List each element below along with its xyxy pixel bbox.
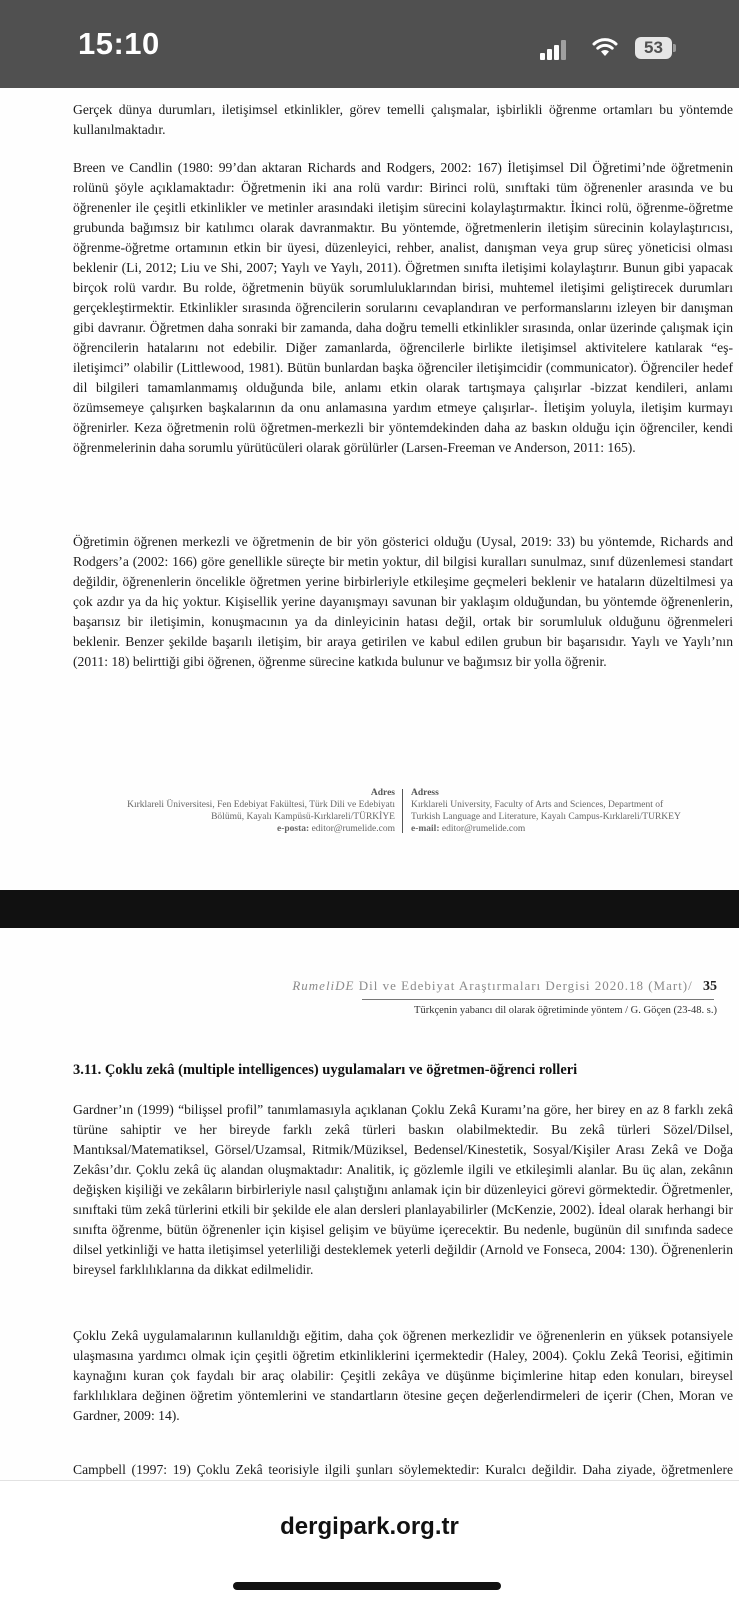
address-english (411, 787, 681, 835)
address-line: Kırklareli University, Faculty of Arts and Sciences, Department of (411, 800, 664, 810)
journal-title: Dil ve Edebiyat Araştırmaları Dergisi 2020.18 (Mart)/ (358, 978, 693, 993)
email-label: e-mail: (411, 824, 440, 834)
paragraph: Çoklu Zekâ uygulamalarının kullanıldığı eğitim, daha çok öğrenen merkezlidir ve öğrenenlerin en yüksek potansiyele ulaşmasına yardımcı olmak için çeşitli öğretim etkinliklerini içermektedir (Haley, 2004). Çoklu Zekâ Teorisi, eğitimin kaynağını kuran çok faydalı bir araç olabilir: Çeşitli zekâya ve düşünme biçimlerine hitap eden konuları, bireysel farklılıklara değinen öğretim yöntemlerini ve standartların ötesine geçen değerlendirmeleri de içerir (Chen, Moran ve Gardner, 2009: 14). (73, 1328, 733, 1423)
email-value[interactable]: editor@rumelide.com (311, 824, 395, 834)
wifi-icon (592, 36, 618, 58)
paragraph: Öğretimin öğrenen merkezli ve öğretmenin de bir yön gösterici olduğu (Uysal, 2019: 33) bu yöntemde, Richards and Rodgers’a (2002: 166) göre genellikle süreçte bir metin yoktur, dil bilgisi kuralları sunulmaz, sınıf düzenlemesi standart değildir, öğrenenlerin öncelikle öğretmen yerine birbirleriyle etkileşime geçmeleri beklenir ve hataların düzeltilmesi ya çok azdır ya da hiç yoktur. Kişisellik yerine dayanışmayı savunan bir yaklaşım olduğundan, bu yöntemde öğrenenlerin, başarısız bir iletişimin, konuşmacının ya da dinleyicinin hatası değil, ortak bir sorumluluk olduğunu öğrenmeleri beklenir. Benzer şekilde başarılı iletişim, bir araya getirilen ve kabul edilen grubun bir başarısıdır. Yaylı ve Yaylı’nın (2011: 18) belirttiği gibi öğrenen, öğrenme sürecine katkıda bulunur ve bağımsız bir yolla öğrenir. (73, 534, 733, 669)
status-bar (0, 0, 739, 88)
email-value[interactable]: editor@rumelide.com (441, 824, 526, 834)
battery-level: 53 (644, 38, 663, 57)
header-rule (362, 999, 714, 1000)
article-subtitle: Türkçenin yabancı dil olarak öğretiminde yöntem / G. Göçen (23-48. s.) (414, 1005, 717, 1016)
address-line: Bölümü, Kayalı Kampüsü-Kırklareli/TÜRKİYE (211, 812, 395, 822)
paragraph: Gerçek dünya durumları, iletişimsel etkinlikler, görev temelli çalışmalar, işbirlikli öğrenme ortamları bu yöntemde kullanılmaktadır. (73, 102, 733, 137)
address-divider (402, 789, 403, 833)
status-time: 15:10 (78, 26, 160, 61)
browser-bottom-bar (0, 1480, 739, 1600)
address-footer (0, 787, 739, 837)
page-separator (0, 890, 739, 928)
journal-abbrev: RumeliDE (292, 978, 355, 993)
address-line: Turkish Language and Literature, Kayalı Campus-Kırklareli/TURKEY (411, 812, 681, 822)
document-page-1 (0, 88, 739, 890)
address-heading: Adress (411, 788, 439, 798)
email-label: e-posta: (277, 824, 310, 834)
url-bar[interactable]: dergipark.org.tr (280, 1513, 459, 1540)
paragraph: Gardner’ın (1999) “bilişsel profil” tanımlamasıyla açıklanan Çoklu Zekâ Kuramı’na göre, her birey en az 8 farklı zekâ türüne sahiptir ve her bireyde farklı zekâ türleri baskın olabilmektedir. Bu zekâ türleri Sözel/Dilsel, Mantıksal/Matematiksel, Görsel/Uzamsal, Ritmik/Müziksel, Bedensel/Kinestetik, Sosyal/Kişiler Arası Zekâ ve Doğa Zekâsı’dır. Çoklu zekâ üç alandan oluşmaktadır: Analitik, iç gözlemle ilgili ve etkileşimli alanlar. Bu üç alan, zekânın değişken kişiliği ve zekâların birbirleriyle nasıl çalıştığını anlamak için bir düzenleyici görevi görmektedir. Öğretmenler, sınıftaki tüm zekâ türlerini etkili bir şekilde ele alan dersleri planlayabilirler (McKenzie, 2002). İdeal olarak herhangi bir sınıfta öğrenme, bütün öğrenenler için kişisel gelişim ve büyüme içerecektir. Bu nedenle, bugünün dil sınıfında sadece dilsel yetkinliği ve hatta iletişimsel yeterliliği desteklemek yeterli değildir (Arnold ve Fonseca, 2004: 130). Öğrenenlerin bireysel farklılıklarına da dikkat edilmelidir. (73, 1102, 733, 1277)
page-number: 35 (703, 979, 717, 994)
journal-header (292, 978, 717, 995)
battery-icon (635, 37, 677, 59)
section-title: 3.11. Çoklu zekâ (multiple intelligences) uygulamaları ve öğretmen-öğrenci rolleri (73, 1062, 578, 1078)
address-heading: Adres (370, 788, 395, 798)
home-indicator[interactable] (233, 1582, 501, 1590)
paragraph: Breen ve Candlin (1980: 99’dan aktaran Richards and Rodgers, 2002: 167) İletişimsel Dil Öğretimi’nde öğretmenin rolünü şöyle açıklamaktadır: Öğretmenin iki ana rolü vardır: Birinci rolü, sınıftaki tüm öğrenenler arasında ve bu öğrenenler ile çeşitli etkinlikler ve metinler arasındaki iletişim sürecini kolaylaştırmaktır. İkinci rolü, öğrenme-öğretme grubunda bağımsız bir katılımcı olarak davranmaktır. Bu yöntemde, öğretmenlerin iletişim sürecinin kolaylaştırıcısı, öğrenme-öğretme ortamının etkin bir üyesi, düzenleyici, rehber, analist, danışman veya grup süreç yöneticisi olması beklenir (Li, 2012; Liu ve Shi, 2007; Yaylı ve Yaylı, 2011). Öğretmen sınıfta iletişimi kolaylaştırır. Bunun gibi yapacak birçok rolü vardır. Bu rolde, öğretmenin büyük sorumluluklarından birisi, muhtemel iletişimi geliştirecek durumları gerçekleştirmektir. Etkinlikler sırasında öğrencilerin sorularını cevaplandıran ve performanslarını izleyen bir danışman gibi davranır. Öğretmen daha sonraki bir zamanda, daha doğru temelli etkinlikler sırasında, onlar üzerinde çalışmak için öğrencilerin hatalarını not edebilir. Diğer zamanlarda, öğrencilerle birlikte iletişimsel aktivitelere katılarak “eş-iletişimci” olabilir (Littlewood, 1981). Bütün bunlardan başka öğrenciler iletişimcidir (communicator). Öğrenciler hedef dil bilgileri tamamlanmamış olduğunda bile, anlamı etkin olarak tartışmaya çalışırlar -bizzat kendileri, anlamı özümsemeye çalışırken başkalarının da onu anlamasına yardım etmeye çalışırlar-. İletişim yoluyla, iletişim kurmayı öğrenirler. Keza öğretmenin rolü öğretmen-merkezli bir yöntemdekinden daha az baskın olduğu için öğrenciler, kendi öğrenmelerinin daha sorumlu yürütücüleri olarak görülürler (Larsen-Freeman ve Anderson, 2011: 165). (73, 160, 733, 455)
address-line: Kırklareli Üniversitesi, Fen Edebiyat Fakültesi, Türk Dili ve Edebiyatı (127, 800, 395, 810)
signal-icon (540, 40, 570, 60)
paragraph: Campbell (1997: 19) Çoklu Zekâ teorisiyle ilgili şunları söylemektedir: Kuralcı değildir. Daha ziyade, öğretmenlere (73, 1462, 733, 1477)
address-turkish (127, 787, 395, 835)
document-page-2 (0, 928, 739, 1480)
